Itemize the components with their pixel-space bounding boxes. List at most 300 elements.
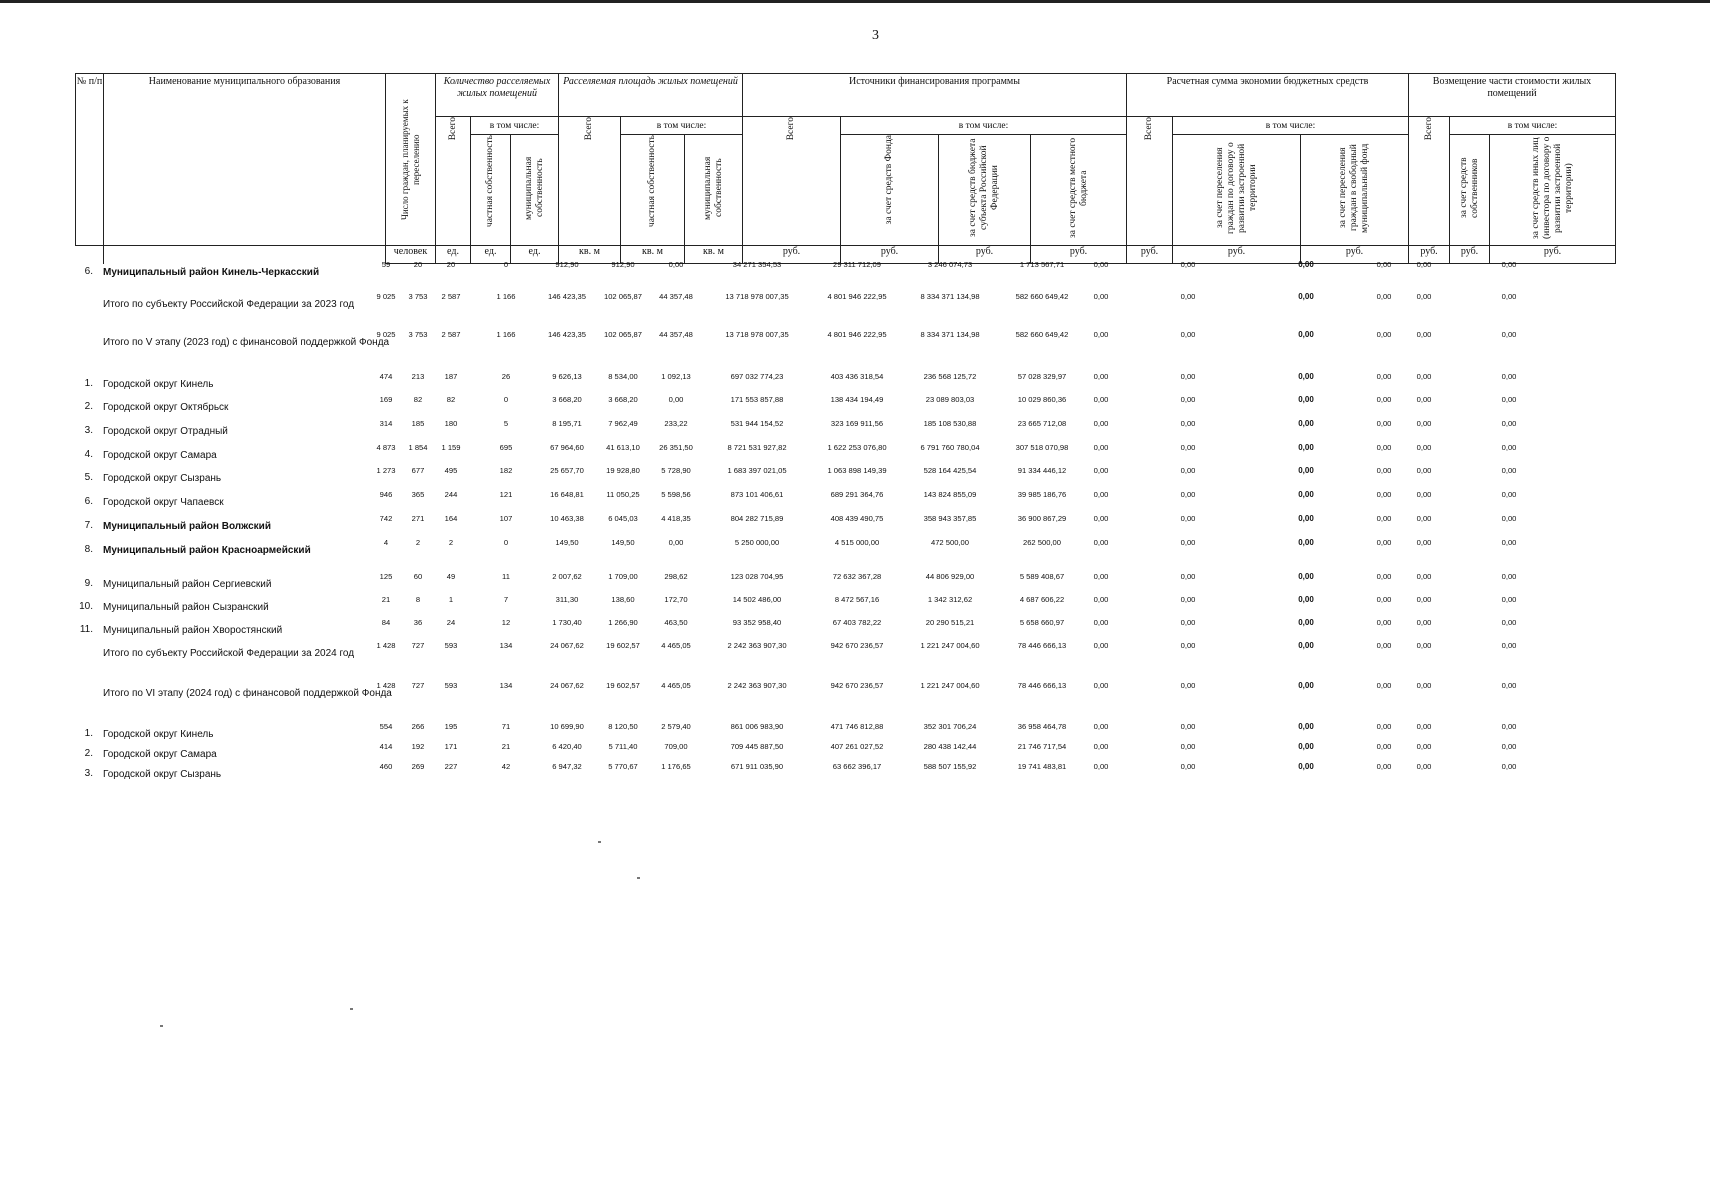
row-value: 742 [379,514,393,523]
row-value: 0,00 [1180,395,1196,404]
row-name: Городской округ Кинель [103,379,214,390]
row-value: 8 120,50 [608,722,638,731]
header-people: Число граждан, планируемых к переселению [386,74,436,246]
row-value: 44 357,48 [659,330,693,339]
row-value: 185 108 530,88 [923,419,977,428]
row-value: 0,00 [1298,681,1314,690]
row-value: 2 242 363 907,30 [727,641,787,650]
row-value: 0,00 [1180,742,1196,751]
row-value: 0,00 [1501,514,1517,523]
row-value: 0,00 [1501,443,1517,452]
row-value: 192 [411,742,425,751]
unit-cell: руб. [1031,246,1127,264]
row-value: 0,00 [1180,538,1196,547]
row-value: 0,00 [1376,419,1392,428]
header-refund-in-that: в том числе: [1450,117,1616,135]
table-header [75,73,1616,264]
row-value: 1 273 [376,466,396,475]
row-value: 1 622 253 076,80 [827,443,887,452]
row-value: 0,00 [1376,538,1392,547]
row-value: 352 301 706,24 [923,722,977,731]
row-value: 3 668,20 [552,395,582,404]
row-value: 0,00 [1180,443,1196,452]
row-value: 102 065,87 [603,330,642,339]
row-value: 24 067,62 [550,681,584,690]
row-value: 0,00 [1376,395,1392,404]
scan-speck [598,841,601,843]
row-value: 0 [503,260,509,269]
row-value: 107 [499,514,513,523]
row-value: 0,00 [1376,330,1392,339]
row-value: 0,00 [1376,595,1392,604]
row-value: 0,00 [1416,490,1432,499]
row-value: 123 028 704,95 [730,572,784,581]
unit-cell: руб. [1409,246,1450,264]
row-value: 24 067,62 [550,641,584,650]
row-value: 495 [444,466,458,475]
row-value: 0,00 [1501,572,1517,581]
row-name: Городской округ Самара [103,450,217,461]
page-number: 3 [872,28,879,43]
row-value: 25 657,70 [550,466,584,475]
row-value: 0,00 [1501,419,1517,428]
row-name: Муниципальный район Красноармейский [103,545,311,556]
row-value: 0,00 [1501,330,1517,339]
row-value: 244 [444,490,458,499]
row-value: 0,00 [1298,419,1314,428]
row-value: 0,00 [1501,641,1517,650]
row-value: 0,00 [1416,260,1432,269]
row-value: 4 801 946 222,95 [827,330,887,339]
row-value: 582 660 649,42 [1015,330,1069,339]
row-value: 67 964,60 [550,443,584,452]
row-value: 24 [446,618,456,627]
row-value: 0,00 [1298,260,1314,269]
unit-cell: ед. [511,246,559,264]
row-value: 0,00 [1093,722,1109,731]
row-value: 4 873 [376,443,396,452]
row-value: 146 423,35 [547,330,586,339]
row-value: 0,00 [1298,490,1314,499]
row-value: 593 [444,641,458,650]
row-value: 0,00 [1416,762,1432,771]
row-value: 0 [503,538,509,547]
row-value: 0,00 [1180,490,1196,499]
row-value: 8 334 371 134,98 [920,330,980,339]
header-savings-free: за счет переселения граждан в свободный муниципальный фонд [1301,135,1409,246]
row-value: 0,00 [668,538,684,547]
unit-cell: руб. [1173,246,1301,264]
row-value: 72 632 367,28 [832,572,882,581]
header-area-municipal: муниципальная собственность [685,135,743,246]
row-value: 695 [499,443,513,452]
row-name: Муниципальный район Сергиевский [103,579,272,590]
row-value: 554 [379,722,393,731]
row-value: 8 195,71 [552,419,582,428]
row-value: 138 434 194,49 [830,395,884,404]
row-value: 134 [499,681,513,690]
row-value: 582 660 649,42 [1015,292,1069,301]
row-value: 0,00 [1093,742,1109,751]
row-value: 5 658 660,97 [1019,618,1065,627]
header-investors: за счет средств иных лиц (инвестора по договору о развитии застроенной территории) [1490,135,1616,246]
header-savings-total: Всего [1127,117,1173,246]
row-value: 63 662 396,17 [832,762,882,771]
table-row [75,330,1665,364]
header-refund-total: Всего [1409,117,1450,246]
header-count-group: Количество расселяемых жилых помещений [436,74,559,117]
row-name: Муниципальный район Сызранский [103,602,269,613]
row-value: 365 [411,490,425,499]
row-value: 0,00 [668,395,684,404]
row-value: 11 050,25 [606,490,640,499]
row-value: 0,00 [1376,641,1392,650]
row-value: 1 159 [441,443,461,452]
row-value: 0,00 [1093,372,1109,381]
row-number: 8. [84,544,93,555]
row-name: Городской округ Отрадный [103,426,228,437]
row-value: 0,00 [1180,292,1196,301]
row-value: 0,00 [1376,618,1392,627]
row-value: 29 311 712,09 [833,260,881,269]
row-number: 2. [84,748,93,759]
row-value: 0,00 [1501,292,1517,301]
row-value: 0,00 [1093,681,1109,690]
row-name: Городской округ Октябрьск [103,402,229,413]
row-number: 3. [84,425,93,436]
row-value: 593 [444,681,458,690]
row-value: 0,00 [1298,742,1314,751]
scan-speck [350,1008,353,1010]
row-value: 0,00 [1416,641,1432,650]
header-funding-total: Всего [743,117,841,246]
header-count-private: частная собственность [471,135,511,246]
row-value: 0,00 [1298,538,1314,547]
row-value: 262 500,00 [1022,538,1061,547]
header-area-group: Расселяемая площадь жилых помещений [559,74,743,117]
row-value: 10 699,90 [550,722,584,731]
row-value: 0,00 [1298,372,1314,381]
row-value: 0,00 [1376,443,1392,452]
row-value: 34 271 354,53 [732,260,782,269]
unit-cell: человек [386,246,436,264]
row-value: 873 101 406,61 [730,490,784,499]
row-value: 10 463,38 [550,514,584,523]
table-row [75,260,1665,294]
row-number: 10. [79,601,93,612]
row-value: 727 [411,681,425,690]
row-value: 2 587 [441,330,461,339]
header-fund: за счет средств Фонда [841,135,939,246]
row-number: 1. [84,378,93,389]
row-value: 0,00 [1298,595,1314,604]
row-value: 12 [501,618,511,627]
row-value: 36 958 464,78 [1017,722,1067,731]
row-value: 471 746 812,88 [830,722,884,731]
row-value: 36 900 867,29 [1017,514,1067,523]
row-value: 182 [499,466,513,475]
row-value: 0,00 [668,260,684,269]
header-local-budget: за счет средств местного бюджета [1031,135,1127,246]
header-name: Наименование муниципального образования [104,74,386,246]
row-value: 78 446 666,13 [1017,681,1067,690]
row-value: 195 [444,722,458,731]
row-value: 0,00 [1416,742,1432,751]
row-value: 1 854 [408,443,428,452]
row-value: 16 648,81 [550,490,584,499]
row-value: 0,00 [1416,395,1432,404]
row-value: 266 [411,722,425,731]
row-value: 5 598,56 [661,490,691,499]
row-value: 0,00 [1376,681,1392,690]
unit-cell: руб. [841,246,939,264]
row-value: 9 025 [376,292,396,301]
row-value: 4 418,35 [661,514,691,523]
header-count-municipal: муниципальная собственность [511,135,559,246]
row-value: 0,00 [1416,443,1432,452]
row-number: 9. [84,578,93,589]
header-owners: за счет средств собственников [1450,135,1490,246]
row-value: 0,00 [1376,742,1392,751]
row-name: Муниципальный район Волжский [103,521,271,532]
row-name: Городской округ Сызрань [103,473,222,484]
row-name: Итого по субъекту Российской Федерации за 2024 год [103,648,355,659]
row-value: 6 791 760 780,04 [920,443,980,452]
row-value: 697 032 774,23 [730,372,784,381]
row-value: 4 465,05 [661,681,691,690]
row-value: 1 092,13 [661,372,691,381]
row-value: 0,00 [1501,742,1517,751]
table-row [75,292,1665,326]
row-value: 4 801 946 222,95 [827,292,887,301]
row-value: 8 472 567,16 [834,595,880,604]
row-value: 709,00 [664,742,688,751]
row-value: 271 [411,514,425,523]
row-value: 0,00 [1376,762,1392,771]
row-value: 1 063 898 149,39 [827,466,887,475]
row-value: 474 [379,372,393,381]
row-value: 0,00 [1376,292,1392,301]
row-value: 0,00 [1376,722,1392,731]
unit-cell: руб. [1301,246,1409,264]
row-value: 1 221 247 004,60 [920,641,980,650]
unit-cell: руб. [1490,246,1616,264]
row-value: 408 439 490,75 [830,514,884,523]
row-value: 0,00 [1416,722,1432,731]
row-number: 5. [84,472,93,483]
row-value: 134 [499,641,513,650]
row-value: 1 428 [376,641,396,650]
row-value: 0,00 [1298,722,1314,731]
row-value: 0,00 [1298,466,1314,475]
header-count-total: Всего [436,117,471,246]
unit-cell: руб. [939,246,1031,264]
row-value: 169 [379,395,393,404]
row-value: 942 670 236,57 [830,681,884,690]
row-value: 358 943 357,85 [923,514,977,523]
row-value: 314 [379,419,393,428]
row-value: 460 [379,762,393,771]
row-value: 407 261 027,52 [830,742,884,751]
row-number: 7. [84,520,93,531]
row-value: 2 007,62 [552,572,582,581]
row-value: 671 911 035,90 [730,762,784,771]
row-value: 528 164 425,54 [923,466,977,475]
row-value: 146 423,35 [547,292,586,301]
row-value: 804 282 715,89 [730,514,784,523]
row-value: 4 515 000,00 [834,538,880,547]
header-refund-group: Возмещение части стоимости жилых помещений [1409,74,1616,117]
row-value: 0,00 [1093,443,1109,452]
row-value: 20 [413,260,423,269]
row-value: 1 266,90 [608,618,638,627]
row-value: 67 403 782,22 [832,618,882,627]
row-number: 6. [84,266,93,277]
row-number: 3. [84,768,93,779]
row-value: 0,00 [1298,330,1314,339]
row-value: 472 500,00 [930,538,969,547]
header-savings-group: Расчетная сумма экономии бюджетных средств [1127,74,1409,117]
row-value: 0,00 [1180,641,1196,650]
row-value: 2 [415,538,421,547]
row-value: 531 944 154,52 [730,419,784,428]
row-value: 59 [381,260,391,269]
row-value: 21 [501,742,511,751]
row-value: 0 [503,395,509,404]
row-value: 0,00 [1501,372,1517,381]
row-value: 236 568 125,72 [923,372,977,381]
row-value: 1 709,00 [608,572,638,581]
row-value: 0,00 [1093,572,1109,581]
row-value: 213 [411,372,425,381]
row-value: 0,00 [1180,514,1196,523]
row-value: 1 730,40 [552,618,582,627]
header-savings-dev: за счет переселения граждан по договору о развитии застроенной территории [1173,135,1301,246]
row-name: Городской округ Кинель [103,729,214,740]
row-value: 14 502 486,00 [732,595,782,604]
row-value: 912,90 [555,260,579,269]
row-value: 187 [444,372,458,381]
row-number: 6. [84,496,93,507]
row-value: 0,00 [1416,372,1432,381]
table-row [75,762,1665,796]
row-value: 269 [411,762,425,771]
row-value: 0,00 [1501,466,1517,475]
row-value: 102 065,87 [603,292,642,301]
row-value: 1 713 567,71 [1019,260,1065,269]
row-value: 588 507 155,92 [923,762,977,771]
row-value: 0,00 [1501,722,1517,731]
row-name: Городской округ Самара [103,749,217,760]
top-border [0,0,1710,3]
row-value: 0,00 [1180,372,1196,381]
row-name: Итого по VI этапу (2024 год) с финансовой поддержкой Фонда [103,688,392,699]
row-value: 57 028 329,97 [1017,372,1067,381]
row-value: 143 824 855,09 [923,490,977,499]
row-value: 0,00 [1093,490,1109,499]
row-value: 0,00 [1298,395,1314,404]
row-value: 9 626,13 [552,372,582,381]
row-value: 0,00 [1298,514,1314,523]
row-value: 0,00 [1501,538,1517,547]
row-value: 21 [381,595,391,604]
row-value: 5 711,40 [608,742,638,751]
row-value: 4 687 606,22 [1019,595,1065,604]
row-value: 0,00 [1093,395,1109,404]
row-value: 912,90 [611,260,635,269]
row-value: 0,00 [1416,618,1432,627]
row-number: 1. [84,728,93,739]
row-value: 11 [502,572,510,581]
row-value: 280 438 142,44 [923,742,977,751]
row-value: 677 [411,466,425,475]
row-value: 44 357,48 [659,292,693,301]
row-value: 26 [501,372,511,381]
row-value: 0,00 [1416,572,1432,581]
row-value: 20 [446,260,456,269]
row-value: 0,00 [1298,443,1314,452]
row-value: 0,00 [1298,618,1314,627]
row-name: Итого по субъекту Российской Федерации за 2023 год [103,299,355,310]
header-area-private: частная собственность [621,135,685,246]
row-value: 125 [379,572,393,581]
row-value: 727 [411,641,425,650]
row-value: 41 613,10 [606,443,640,452]
header-subject-budget: за счет средств бюджета субъекта Российской Федерации [939,135,1031,246]
row-value: 0,00 [1180,595,1196,604]
row-value: 5 589 408,67 [1019,572,1065,581]
row-value: 19 741 483,81 [1017,762,1067,771]
row-value: 0,00 [1416,330,1432,339]
row-value: 323 169 911,56 [830,419,884,428]
row-value: 0,00 [1180,722,1196,731]
row-value: 0,00 [1180,419,1196,428]
table-row [75,681,1665,715]
header-count-in-that: в том числе: [471,117,559,135]
row-value: 180 [444,419,458,428]
row-value: 0,00 [1093,641,1109,650]
row-value: 0,00 [1416,292,1432,301]
row-value: 709 445 887,50 [730,742,784,751]
row-value: 0,00 [1501,595,1517,604]
row-value: 13 718 978 007,35 [725,330,789,339]
row-value: 1 428 [376,681,396,690]
row-value: 19 928,80 [606,466,640,475]
row-value: 26 351,50 [659,443,693,452]
row-value: 5 [503,419,509,428]
row-value: 7 [503,595,509,604]
row-value: 463,50 [664,618,688,627]
row-value: 0,00 [1416,466,1432,475]
row-value: 0,00 [1298,641,1314,650]
row-value: 39 985 186,76 [1017,490,1067,499]
row-value: 10 029 860,36 [1017,395,1067,404]
row-value: 0,00 [1093,330,1109,339]
row-value: 0,00 [1298,762,1314,771]
row-value: 0,00 [1298,292,1314,301]
row-value: 0,00 [1180,572,1196,581]
row-value: 8 [415,595,421,604]
header-funding-in-that: в том числе: [841,117,1127,135]
row-value: 1 166 [496,330,516,339]
row-value: 0,00 [1180,330,1196,339]
row-value: 689 291 364,76 [830,490,884,499]
row-value: 185 [411,419,425,428]
row-value: 0,00 [1416,419,1432,428]
row-value: 0,00 [1376,372,1392,381]
row-value: 8 334 371 134,98 [920,292,980,301]
row-value: 0,00 [1093,595,1109,604]
